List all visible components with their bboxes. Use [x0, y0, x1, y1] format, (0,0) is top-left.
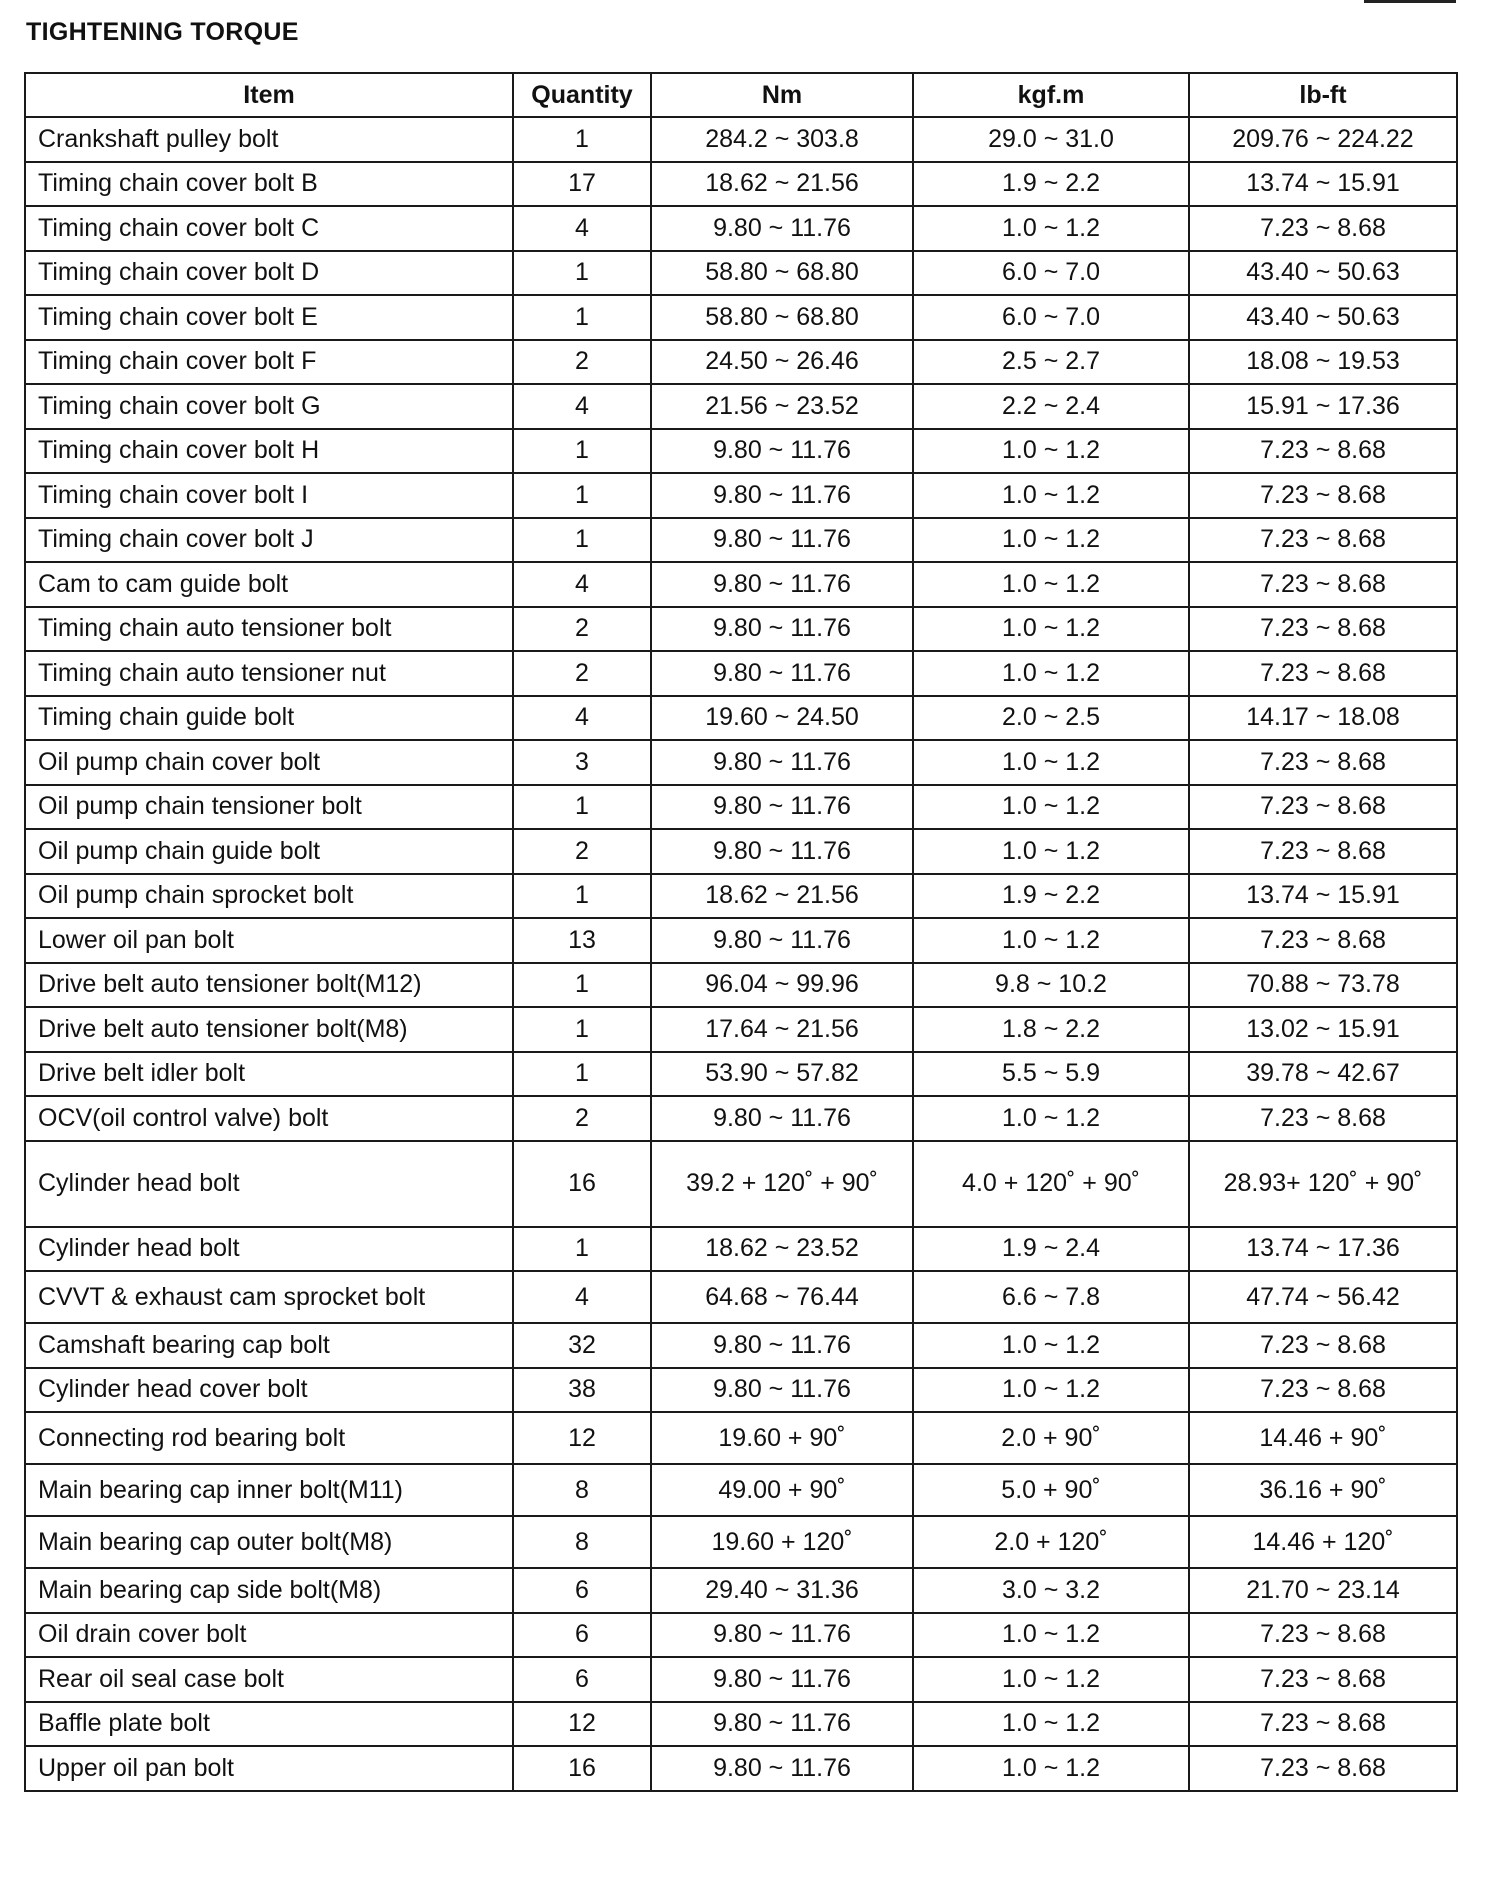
cell-lbft: 7.23 ~ 8.68: [1189, 473, 1457, 518]
cell-lbft: 7.23 ~ 8.68: [1189, 829, 1457, 874]
header-nm: Nm: [651, 73, 913, 117]
table-row: [25, 1096, 1457, 1141]
cell-kgfm: 29.0 ~ 31.0: [913, 117, 1189, 162]
cell-nm: 9.80 ~ 11.76: [651, 829, 913, 874]
cell-nm: 9.80 ~ 11.76: [651, 518, 913, 563]
cell-kgfm: 1.0 ~ 1.2: [913, 651, 1189, 696]
cell-quantity: 6: [513, 1613, 651, 1658]
cell-nm: 9.80 ~ 11.76: [651, 429, 913, 474]
cell-nm: 284.2 ~ 303.8: [651, 117, 913, 162]
cell-kgfm: 9.8 ~ 10.2: [913, 963, 1189, 1008]
cell-quantity: 1: [513, 473, 651, 518]
cell-quantity: 1: [513, 251, 651, 296]
table-row: [25, 162, 1457, 207]
cell-nm: 53.90 ~ 57.82: [651, 1052, 913, 1097]
cell-nm: 9.80 ~ 11.76: [651, 1613, 913, 1658]
torque-table: [24, 72, 1458, 1792]
cell-nm: 18.62 ~ 21.56: [651, 874, 913, 919]
cell-kgfm: 1.0 ~ 1.2: [913, 429, 1189, 474]
cell-item: Timing chain cover bolt C: [25, 206, 513, 251]
cell-kgfm: 1.0 ~ 1.2: [913, 1657, 1189, 1702]
cell-kgfm: 1.8 ~ 2.2: [913, 1007, 1189, 1052]
cell-kgfm: 1.0 ~ 1.2: [913, 740, 1189, 785]
cell-nm: 19.60 ~ 24.50: [651, 696, 913, 741]
table-row: [25, 740, 1457, 785]
cell-quantity: 1: [513, 1227, 651, 1272]
cell-item: Cylinder head bolt: [25, 1141, 513, 1227]
table-row: [25, 1516, 1457, 1568]
cell-lbft: 7.23 ~ 8.68: [1189, 918, 1457, 963]
table-row: [25, 874, 1457, 919]
cell-quantity: 6: [513, 1568, 651, 1613]
cell-kgfm: 6.0 ~ 7.0: [913, 251, 1189, 296]
cell-lbft: 7.23 ~ 8.68: [1189, 1323, 1457, 1368]
cell-lbft: 14.46 + 120˚: [1189, 1516, 1457, 1568]
page-title: TIGHTENING TORQUE: [26, 18, 299, 46]
cell-item: Oil pump chain cover bolt: [25, 740, 513, 785]
cell-lbft: 21.70 ~ 23.14: [1189, 1568, 1457, 1613]
cell-item: Crankshaft pulley bolt: [25, 117, 513, 162]
cell-item: Main bearing cap outer bolt(M8): [25, 1516, 513, 1568]
cell-item: Main bearing cap side bolt(M8): [25, 1568, 513, 1613]
cell-nm: 17.64 ~ 21.56: [651, 1007, 913, 1052]
cell-lbft: 28.93+ 120˚ + 90˚: [1189, 1141, 1457, 1227]
cell-lbft: 7.23 ~ 8.68: [1189, 518, 1457, 563]
cell-lbft: 7.23 ~ 8.68: [1189, 1657, 1457, 1702]
cell-lbft: 14.46 + 90˚: [1189, 1412, 1457, 1464]
cell-kgfm: 1.9 ~ 2.2: [913, 874, 1189, 919]
cell-item: Rear oil seal case bolt: [25, 1657, 513, 1702]
cell-lbft: 7.23 ~ 8.68: [1189, 429, 1457, 474]
cell-item: Timing chain cover bolt B: [25, 162, 513, 207]
header-quantity: Quantity: [513, 73, 651, 117]
cell-nm: 21.56 ~ 23.52: [651, 384, 913, 429]
table-row: [25, 1227, 1457, 1272]
cell-item: Camshaft bearing cap bolt: [25, 1323, 513, 1368]
cell-lbft: 7.23 ~ 8.68: [1189, 785, 1457, 830]
cell-item: OCV(oil control valve) bolt: [25, 1096, 513, 1141]
cell-quantity: 4: [513, 1271, 651, 1323]
cell-lbft: 13.74 ~ 15.91: [1189, 162, 1457, 207]
cell-kgfm: 1.0 ~ 1.2: [913, 1096, 1189, 1141]
cell-quantity: 8: [513, 1516, 651, 1568]
table-row: [25, 473, 1457, 518]
cell-lbft: 39.78 ~ 42.67: [1189, 1052, 1457, 1097]
cell-item: Timing chain auto tensioner bolt: [25, 607, 513, 652]
cell-lbft: 43.40 ~ 50.63: [1189, 251, 1457, 296]
cell-item: Cam to cam guide bolt: [25, 562, 513, 607]
table-row: [25, 1007, 1457, 1052]
table-row: [25, 607, 1457, 652]
table-row: [25, 562, 1457, 607]
cell-nm: 9.80 ~ 11.76: [651, 1368, 913, 1413]
cell-item: Baffle plate bolt: [25, 1702, 513, 1747]
cell-lbft: 7.23 ~ 8.68: [1189, 651, 1457, 696]
cell-nm: 9.80 ~ 11.76: [651, 1323, 913, 1368]
table-row: [25, 340, 1457, 385]
top-rule: [1364, 0, 1456, 3]
cell-item: Timing chain cover bolt H: [25, 429, 513, 474]
cell-quantity: 1: [513, 1052, 651, 1097]
cell-kgfm: 5.0 + 90˚: [913, 1464, 1189, 1516]
cell-nm: 9.80 ~ 11.76: [651, 562, 913, 607]
table-row: [25, 1702, 1457, 1747]
table-row: [25, 1052, 1457, 1097]
table-row: [25, 1368, 1457, 1413]
header-row: [25, 73, 1457, 117]
cell-kgfm: 2.0 ~ 2.5: [913, 696, 1189, 741]
cell-quantity: 13: [513, 918, 651, 963]
cell-kgfm: 1.0 ~ 1.2: [913, 607, 1189, 652]
cell-nm: 18.62 ~ 21.56: [651, 162, 913, 207]
table-row: [25, 1746, 1457, 1791]
cell-lbft: 18.08 ~ 19.53: [1189, 340, 1457, 385]
cell-kgfm: 2.2 ~ 2.4: [913, 384, 1189, 429]
cell-quantity: 3: [513, 740, 651, 785]
table-row: [25, 518, 1457, 563]
cell-kgfm: 1.0 ~ 1.2: [913, 1746, 1189, 1791]
cell-lbft: 36.16 + 90˚: [1189, 1464, 1457, 1516]
cell-kgfm: 6.0 ~ 7.0: [913, 295, 1189, 340]
cell-kgfm: 2.5 ~ 2.7: [913, 340, 1189, 385]
cell-item: Cylinder head cover bolt: [25, 1368, 513, 1413]
cell-lbft: 7.23 ~ 8.68: [1189, 740, 1457, 785]
cell-kgfm: 4.0 + 120˚ + 90˚: [913, 1141, 1189, 1227]
table-row: [25, 206, 1457, 251]
cell-lbft: 13.02 ~ 15.91: [1189, 1007, 1457, 1052]
cell-lbft: 47.74 ~ 56.42: [1189, 1271, 1457, 1323]
cell-kgfm: 2.0 + 120˚: [913, 1516, 1189, 1568]
cell-lbft: 7.23 ~ 8.68: [1189, 1368, 1457, 1413]
table-row: [25, 429, 1457, 474]
table-row: [25, 251, 1457, 296]
cell-kgfm: 1.0 ~ 1.2: [913, 518, 1189, 563]
cell-kgfm: 1.0 ~ 1.2: [913, 562, 1189, 607]
cell-quantity: 1: [513, 1007, 651, 1052]
cell-kgfm: 1.0 ~ 1.2: [913, 829, 1189, 874]
cell-lbft: 7.23 ~ 8.68: [1189, 1096, 1457, 1141]
cell-lbft: 15.91 ~ 17.36: [1189, 384, 1457, 429]
table-row: [25, 1613, 1457, 1658]
table-body: [25, 117, 1457, 1791]
cell-quantity: 1: [513, 874, 651, 919]
cell-quantity: 2: [513, 651, 651, 696]
cell-quantity: 32: [513, 1323, 651, 1368]
cell-quantity: 6: [513, 1657, 651, 1702]
table-row: [25, 384, 1457, 429]
cell-lbft: 7.23 ~ 8.68: [1189, 1613, 1457, 1658]
cell-quantity: 2: [513, 829, 651, 874]
cell-quantity: 4: [513, 384, 651, 429]
cell-item: CVVT & exhaust cam sprocket bolt: [25, 1271, 513, 1323]
cell-kgfm: 1.9 ~ 2.4: [913, 1227, 1189, 1272]
cell-item: Timing chain cover bolt D: [25, 251, 513, 296]
cell-nm: 9.80 ~ 11.76: [651, 918, 913, 963]
cell-quantity: 8: [513, 1464, 651, 1516]
cell-lbft: 7.23 ~ 8.68: [1189, 1746, 1457, 1791]
table-row: [25, 117, 1457, 162]
cell-nm: 29.40 ~ 31.36: [651, 1568, 913, 1613]
cell-kgfm: 1.0 ~ 1.2: [913, 206, 1189, 251]
cell-quantity: 2: [513, 340, 651, 385]
cell-nm: 64.68 ~ 76.44: [651, 1271, 913, 1323]
table-row: [25, 1271, 1457, 1323]
header-item: Item: [25, 73, 513, 117]
cell-quantity: 1: [513, 429, 651, 474]
cell-lbft: 13.74 ~ 17.36: [1189, 1227, 1457, 1272]
cell-nm: 9.80 ~ 11.76: [651, 1096, 913, 1141]
header-kgfm: kgf.m: [913, 73, 1189, 117]
cell-quantity: 12: [513, 1412, 651, 1464]
cell-nm: 58.80 ~ 68.80: [651, 295, 913, 340]
cell-nm: 49.00 + 90˚: [651, 1464, 913, 1516]
table-row: [25, 1141, 1457, 1227]
cell-kgfm: 1.0 ~ 1.2: [913, 1323, 1189, 1368]
cell-quantity: 4: [513, 696, 651, 741]
cell-quantity: 1: [513, 295, 651, 340]
cell-nm: 9.80 ~ 11.76: [651, 1746, 913, 1791]
cell-nm: 18.62 ~ 23.52: [651, 1227, 913, 1272]
cell-item: Oil pump chain guide bolt: [25, 829, 513, 874]
cell-quantity: 1: [513, 518, 651, 563]
cell-kgfm: 1.0 ~ 1.2: [913, 1702, 1189, 1747]
cell-nm: 9.80 ~ 11.76: [651, 1702, 913, 1747]
cell-nm: 96.04 ~ 99.96: [651, 963, 913, 1008]
table-row: [25, 1464, 1457, 1516]
cell-quantity: 1: [513, 117, 651, 162]
cell-nm: 9.80 ~ 11.76: [651, 785, 913, 830]
cell-item: Timing chain auto tensioner nut: [25, 651, 513, 696]
cell-nm: 9.80 ~ 11.76: [651, 473, 913, 518]
cell-item: Main bearing cap inner bolt(M11): [25, 1464, 513, 1516]
cell-item: Oil drain cover bolt: [25, 1613, 513, 1658]
cell-kgfm: 1.9 ~ 2.2: [913, 162, 1189, 207]
cell-nm: 58.80 ~ 68.80: [651, 251, 913, 296]
cell-lbft: 13.74 ~ 15.91: [1189, 874, 1457, 919]
cell-nm: 9.80 ~ 11.76: [651, 1657, 913, 1702]
cell-quantity: 2: [513, 607, 651, 652]
cell-item: Timing chain guide bolt: [25, 696, 513, 741]
cell-nm: 9.80 ~ 11.76: [651, 651, 913, 696]
cell-item: Connecting rod bearing bolt: [25, 1412, 513, 1464]
table-row: [25, 963, 1457, 1008]
cell-quantity: 1: [513, 963, 651, 1008]
cell-kgfm: 6.6 ~ 7.8: [913, 1271, 1189, 1323]
cell-nm: 19.60 + 120˚: [651, 1516, 913, 1568]
cell-item: Timing chain cover bolt J: [25, 518, 513, 563]
cell-quantity: 16: [513, 1746, 651, 1791]
table-row: [25, 785, 1457, 830]
table-row: [25, 295, 1457, 340]
cell-nm: 9.80 ~ 11.76: [651, 607, 913, 652]
cell-quantity: 17: [513, 162, 651, 207]
table-row: [25, 1568, 1457, 1613]
cell-item: Drive belt idler bolt: [25, 1052, 513, 1097]
cell-kgfm: 2.0 + 90˚: [913, 1412, 1189, 1464]
cell-lbft: 70.88 ~ 73.78: [1189, 963, 1457, 1008]
cell-kgfm: 1.0 ~ 1.2: [913, 1368, 1189, 1413]
cell-kgfm: 1.0 ~ 1.2: [913, 918, 1189, 963]
cell-nm: 9.80 ~ 11.76: [651, 206, 913, 251]
table-row: [25, 651, 1457, 696]
cell-quantity: 12: [513, 1702, 651, 1747]
cell-nm: 19.60 + 90˚: [651, 1412, 913, 1464]
cell-quantity: 38: [513, 1368, 651, 1413]
table-row: [25, 829, 1457, 874]
cell-quantity: 4: [513, 562, 651, 607]
cell-item: Cylinder head bolt: [25, 1227, 513, 1272]
cell-nm: 9.80 ~ 11.76: [651, 740, 913, 785]
table-row: [25, 1412, 1457, 1464]
table-row: [25, 918, 1457, 963]
table-row: [25, 1323, 1457, 1368]
cell-item: Timing chain cover bolt I: [25, 473, 513, 518]
cell-quantity: 4: [513, 206, 651, 251]
header-lbft: lb-ft: [1189, 73, 1457, 117]
cell-quantity: 2: [513, 1096, 651, 1141]
table-row: [25, 1657, 1457, 1702]
cell-kgfm: 1.0 ~ 1.2: [913, 473, 1189, 518]
cell-nm: 24.50 ~ 26.46: [651, 340, 913, 385]
cell-item: Timing chain cover bolt F: [25, 340, 513, 385]
cell-nm: 39.2 + 120˚ + 90˚: [651, 1141, 913, 1227]
cell-item: Upper oil pan bolt: [25, 1746, 513, 1791]
cell-lbft: 7.23 ~ 8.68: [1189, 562, 1457, 607]
cell-item: Lower oil pan bolt: [25, 918, 513, 963]
cell-item: Drive belt auto tensioner bolt(M8): [25, 1007, 513, 1052]
cell-lbft: 14.17 ~ 18.08: [1189, 696, 1457, 741]
cell-lbft: 209.76 ~ 224.22: [1189, 117, 1457, 162]
cell-kgfm: 5.5 ~ 5.9: [913, 1052, 1189, 1097]
cell-item: Timing chain cover bolt E: [25, 295, 513, 340]
cell-item: Oil pump chain tensioner bolt: [25, 785, 513, 830]
cell-item: Drive belt auto tensioner bolt(M12): [25, 963, 513, 1008]
cell-lbft: 7.23 ~ 8.68: [1189, 1702, 1457, 1747]
cell-kgfm: 1.0 ~ 1.2: [913, 785, 1189, 830]
table-row: [25, 696, 1457, 741]
cell-lbft: 7.23 ~ 8.68: [1189, 206, 1457, 251]
cell-item: Timing chain cover bolt G: [25, 384, 513, 429]
cell-item: Oil pump chain sprocket bolt: [25, 874, 513, 919]
cell-quantity: 16: [513, 1141, 651, 1227]
cell-kgfm: 3.0 ~ 3.2: [913, 1568, 1189, 1613]
cell-kgfm: 1.0 ~ 1.2: [913, 1613, 1189, 1658]
cell-lbft: 43.40 ~ 50.63: [1189, 295, 1457, 340]
cell-quantity: 1: [513, 785, 651, 830]
cell-lbft: 7.23 ~ 8.68: [1189, 607, 1457, 652]
